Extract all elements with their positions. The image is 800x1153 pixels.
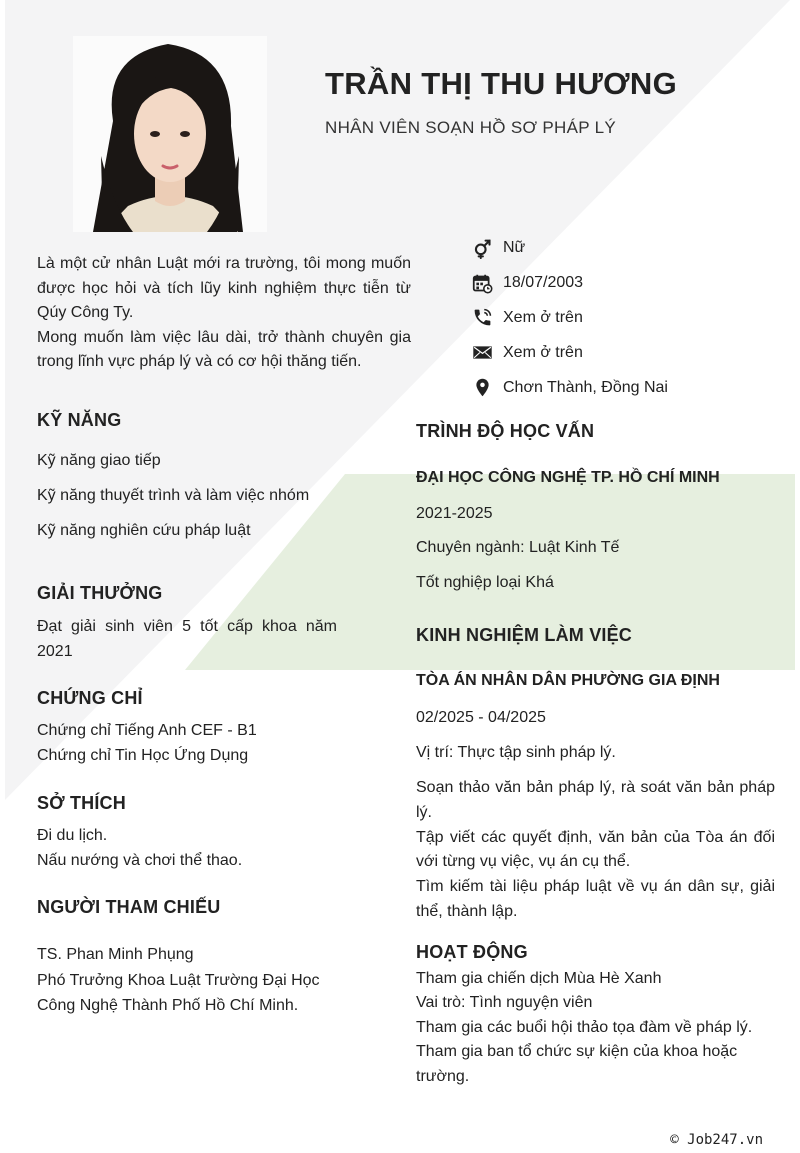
education-grade: Tốt nghiệp loại Khá bbox=[416, 574, 554, 591]
gender-icon bbox=[472, 238, 493, 259]
company-name: TÒA ÁN NHÂN DÂN PHƯỜNG GIA ĐỊNH bbox=[416, 672, 720, 689]
activity-line: Tham gia ban tổ chức sự kiện của khoa hoặc trường. bbox=[416, 1043, 738, 1085]
profile-photo bbox=[73, 36, 267, 232]
contact-email[interactable] bbox=[472, 335, 772, 370]
address-text: Chơn Thành, Đồng Nai bbox=[503, 378, 668, 396]
references-heading: NGƯỜI THAM CHIẾU bbox=[37, 897, 221, 917]
duty-item: Soạn thảo văn bản pháp lý, rà soát văn bản pháp lý. bbox=[416, 779, 775, 821]
education-major: Chuyên ngành: Luật Kinh Tế bbox=[416, 539, 620, 556]
reference-role: Phó Trưởng Khoa Luật Trường Đại Học Công Nghệ Thành Phố Hồ Chí Minh. bbox=[37, 972, 320, 1014]
certificate-item: Chứng chỉ Tiếng Anh CEF - B1 bbox=[37, 722, 257, 739]
calendar-icon bbox=[472, 273, 493, 294]
experience-duties bbox=[416, 776, 775, 925]
experience-heading: KINH NGHIỆM LÀM VIỆC bbox=[416, 625, 633, 645]
skills-heading: KỸ NĂNG bbox=[37, 410, 122, 430]
duty-item: Tìm kiếm tài liệu pháp luật về vụ án dân sự, giải thể, thành lập. bbox=[416, 878, 775, 920]
certificates-heading: CHỨNG CHỈ bbox=[37, 688, 143, 708]
gender-text: Nữ bbox=[503, 239, 526, 257]
hobbies-heading: SỞ THÍCH bbox=[37, 793, 126, 813]
experience-period: 02/2025 - 04/2025 bbox=[416, 709, 546, 726]
career-objective bbox=[37, 252, 411, 375]
skill-item: Kỹ năng thuyết trình và làm việc nhóm bbox=[37, 487, 310, 504]
email-text: Xem ở trên bbox=[503, 343, 583, 361]
phone-icon bbox=[472, 307, 493, 328]
activity-line: Tham gia chiến dịch Mùa Hè Xanh bbox=[416, 970, 662, 987]
activity-line: Tham gia các buổi hội thảo tọa đàm về pháp lý. bbox=[416, 1018, 753, 1036]
contact-gender bbox=[472, 231, 772, 266]
activities-heading: HOẠT ĐỘNG bbox=[416, 942, 528, 962]
activity-line: Vai trò: Tình nguyện viên bbox=[416, 994, 593, 1012]
education-period: 2021-2025 bbox=[416, 505, 493, 522]
location-pin-icon bbox=[472, 377, 493, 398]
experience-position: Vị trí: Thực tập sinh pháp lý. bbox=[416, 744, 616, 761]
dob-text: 18/07/2003 bbox=[503, 274, 584, 292]
candidate-job-title: NHÂN VIÊN SOẠN HỒ SƠ PHÁP LÝ bbox=[325, 118, 616, 137]
certificate-item: Chứng chỉ Tin Học Ứng Dụng bbox=[37, 747, 249, 764]
contact-phone[interactable] bbox=[472, 301, 772, 336]
envelope-icon bbox=[472, 342, 493, 363]
activities-list bbox=[416, 967, 775, 1089]
portrait-illustration bbox=[73, 36, 267, 232]
award-text: Đạt giải sinh viên 5 tốt cấp khoa năm 2021 bbox=[37, 618, 337, 660]
hobby-item: Đi du lịch. bbox=[37, 827, 108, 844]
objective-paragraph: Là một cử nhân Luật mới ra trường, tôi mong muốn được học hỏi và tích lũy kinh nghiệm thực tiễn từ Qúy Công Ty. bbox=[37, 255, 411, 322]
awards-heading: GIẢI THƯỞNG bbox=[37, 583, 163, 603]
contact-address bbox=[472, 370, 772, 405]
candidate-name: TRẦN THỊ THU HƯƠNG bbox=[325, 66, 678, 101]
reference-name: TS. Phan Minh Phụng bbox=[37, 946, 194, 963]
education-heading: TRÌNH ĐỘ HỌC VẤN bbox=[416, 421, 595, 441]
hobby-item: Nấu nướng và chơi thể thao. bbox=[37, 852, 243, 869]
skill-item: Kỹ năng giao tiếp bbox=[37, 452, 161, 469]
contact-dob bbox=[472, 266, 772, 301]
skill-item: Kỹ năng nghiên cứu pháp luật bbox=[37, 522, 251, 539]
footer-copyright[interactable]: © Job247.vn bbox=[670, 1132, 763, 1148]
contact-list bbox=[472, 231, 772, 405]
duty-item: Tập viết các quyết định, văn bản của Tòa án đối với từng vụ việc, vụ án cụ thể. bbox=[416, 828, 775, 871]
school-name: ĐẠI HỌC CÔNG NGHỆ TP. HỒ CHÍ MINH bbox=[416, 469, 720, 486]
objective-paragraph: Mong muốn làm việc lâu dài, trở thành chuyên gia trong lĩnh vực pháp lý và có cơ hội thăng tiến. bbox=[37, 328, 411, 371]
phone-text: Xem ở trên bbox=[503, 308, 583, 326]
